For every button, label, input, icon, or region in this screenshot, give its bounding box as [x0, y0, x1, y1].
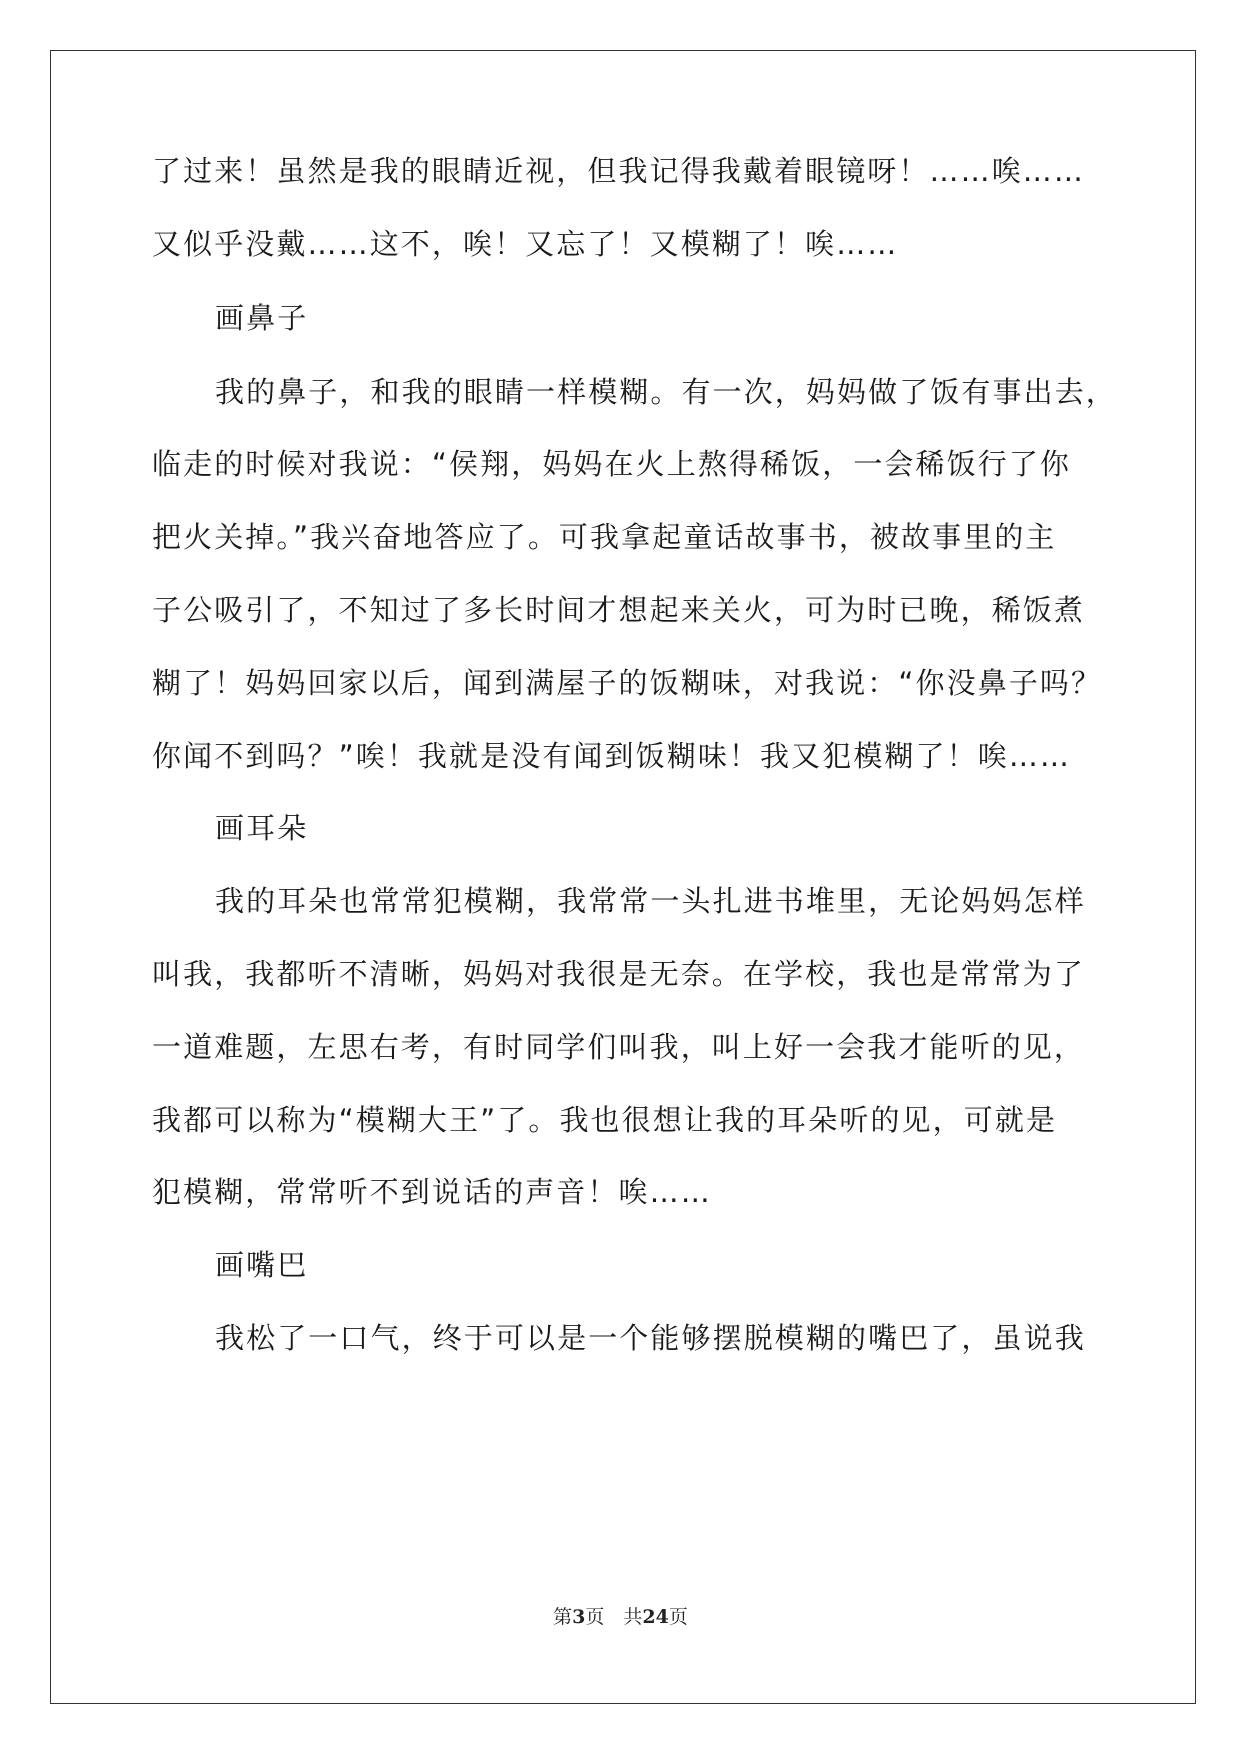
text-line: 犯模糊，常常听不到说话的声音！唉……	[152, 1175, 712, 1209]
text-line: 我松了一口气，终于可以是一个能够摆脱模糊的嘴巴了，虽说我	[215, 1321, 1086, 1355]
text-line: 叫我，我都听不清晰，妈妈对我很是无奈。在学校，我也是常常为了	[152, 957, 1086, 991]
text-line: 了过来！虽然是我的眼睛近视，但我记得我戴着眼镜呀！……唉……	[152, 154, 1086, 188]
text-line: 子公吸引了，不知过了多长时间才想起来关火，可为时已晚，稀饭煮	[152, 593, 1086, 627]
page-footer	[0, 1602, 1241, 1629]
section-heading-nose: 画鼻子	[215, 301, 309, 335]
text-line: 临走的时候对我说：“侯翔，妈妈在火上熬得稀饭，一会稀饭行了你	[152, 447, 1072, 481]
text-line: 我的鼻子，和我的眼睛一样模糊。有一次，妈妈做了饭有事出去，	[215, 375, 1117, 409]
page-label-prefix: 第	[553, 1606, 573, 1628]
page-label-mid: 页 共	[585, 1606, 643, 1628]
text-line: 又似乎没戴……这不，唉！又忘了！又模糊了！唉……	[152, 227, 899, 261]
text-line: 一道难题，左思右考，有时同学们叫我，叫上好一会我才能听的见，	[152, 1030, 1086, 1064]
text-line: 我的耳朵也常常犯模糊，我常常一头扎进书堆里，无论妈妈怎样	[215, 884, 1086, 918]
text-line: 你闻不到吗？”唉！我就是没有闻到饭糊味！我又犯模糊了！唉……	[152, 739, 1072, 773]
page-label-suffix: 页	[668, 1606, 688, 1628]
section-heading-ears: 画耳朵	[215, 811, 309, 845]
text-line: 我都可以称为“模糊大王”了。我也很想让我的耳朵听的见，可就是	[152, 1103, 1058, 1137]
text-line: 糊了！妈妈回家以后，闻到满屋子的饭糊味，对我说：“你没鼻子吗？	[152, 666, 1103, 700]
page-current: 3	[572, 1606, 586, 1628]
page-total: 24	[642, 1606, 669, 1628]
section-heading-mouth: 画嘴巴	[215, 1248, 309, 1282]
text-line: 把火关掉。”我兴奋地答应了。可我拿起童话故事书，被故事里的主	[152, 520, 1057, 554]
